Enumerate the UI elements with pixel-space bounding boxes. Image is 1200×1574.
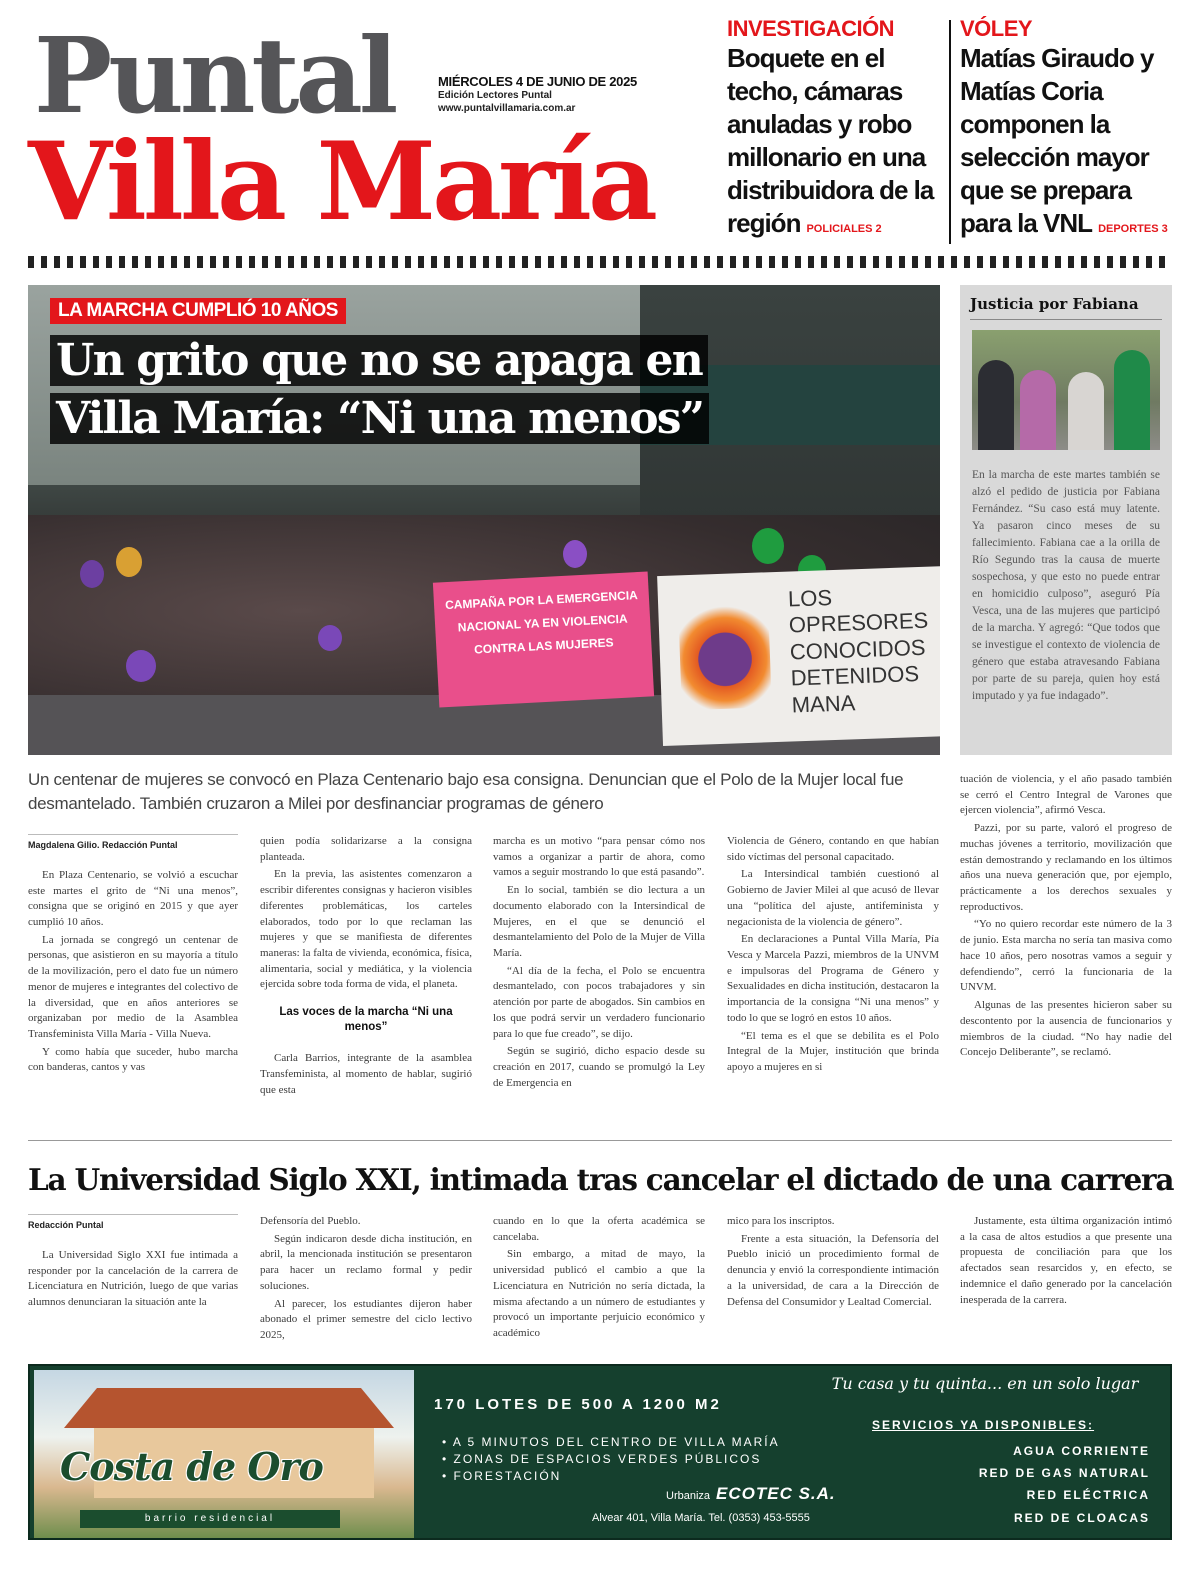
ad-services: [979, 1440, 1150, 1529]
ad-bullets: [442, 1434, 780, 1484]
banner-white-text: LOS OPRESORES CONOCIDOS DETENIDOS MANA: [787, 585, 929, 718]
sidebar-photo[interactable]: [972, 330, 1160, 450]
headline-line-1: Un grito que no se apaga en: [50, 335, 708, 386]
sidebar-rule: [970, 319, 1162, 320]
main-story-kicker: LA MARCHA CUMPLIÓ 10 AÑOS: [50, 298, 346, 324]
person-figure: [1068, 372, 1104, 450]
dotted-divider: [28, 256, 1172, 268]
paragraph: Y como había que suceder, hubo marcha con banderas, cantos y vas: [28, 1045, 238, 1074]
main-column-1: [28, 834, 238, 1078]
paragraph: marcha es un motivo “para pensar cómo nos vamos a organizar a partir de ahora, como vamos a seguir mostrando lo que está pasando”.: [493, 835, 705, 879]
edition-label: Edición Lectores Puntal: [438, 90, 552, 102]
teaser-kicker: VÓLEY: [960, 16, 1033, 41]
sidebar-box: [960, 285, 1172, 755]
teaser-headline-text: Matías Giraudo y Matías Coria componen la selección mayor que se prepara para la VNL: [960, 43, 1154, 239]
paragraph: “Al día de la fecha, el Polo se encuentra desmantelado, con pocos trabajadores y sin atención por parte de abogados. Sin cambios en los que podrá servir un verdadero funcionario para lo que fue creado”, se dijo.: [493, 964, 705, 1040]
balloon-green: [752, 528, 784, 564]
person-figure: [1020, 370, 1056, 450]
logo-puntal[interactable]: Puntal: [34, 14, 395, 137]
ad-bullet: • ZONAS DE ESPACIOS VERDES PÚBLICOS: [442, 1451, 780, 1468]
second-column-2: [260, 1214, 472, 1346]
section-divider: [28, 1140, 1172, 1141]
ad-developer-name: ECOTEC S.A.: [716, 1484, 836, 1503]
website-link[interactable]: www.puntalvillamaria.com.ar: [438, 102, 576, 114]
teaser-kicker: INVESTIGACIÓN: [727, 16, 895, 41]
ad-service-item: RED ELÉCTRICA: [1026, 1488, 1150, 1503]
ad-tagline: Tu casa y tu quinta... en un solo lugar: [831, 1374, 1139, 1393]
main-story-headline[interactable]: [50, 332, 730, 448]
paragraph: Defensoría del Pueblo.: [260, 1215, 361, 1227]
ad-services-title: SERVICIOS YA DISPONIBLES:: [872, 1418, 1095, 1432]
paragraph: Frente a esta situación, la Defensoría del Pueblo inició un procedimiento formal de denuncia y envió la correspondiente intimación a la universidad, de cara a la Dirección de Defensa del Consumidor y Lealtad Comercial.: [727, 1232, 939, 1308]
second-column-5: [960, 1214, 1172, 1310]
main-column-2: [260, 834, 472, 1100]
ad-service-item: RED DE CLOACAS: [1013, 1510, 1150, 1525]
paragraph: Al parecer, los estudiantes dijeron haber abonado el primer semestre del ciclo lectivo 2025,: [260, 1297, 472, 1342]
balloon-purple: [126, 650, 156, 682]
paragraph: Según indicaron desde dicha institución, en abril, la mencionada institución se presentaron para hacer un reclamo formal y pedir soluciones.: [260, 1232, 472, 1292]
balloon-purple: [563, 540, 587, 568]
paragraph: Pazzi, por su parte, valoró el progreso de muchas jóvenes a territorio, movilización que están demostrando y reclamando en los últimos años una nueva generación que, por ejemplo, prácticamente a los derechos sexuales y reproductivos.: [960, 822, 1172, 913]
ad-service-item: AGUA CORRIENTE: [1013, 1444, 1150, 1458]
ad-developer: [666, 1484, 836, 1504]
teaser-headline[interactable]: [960, 42, 1180, 240]
second-column-3: [493, 1214, 705, 1344]
balloon-yellow: [116, 547, 142, 577]
paragraph: Según se sugirió, dicho espacio desde su creación en 2017, cuando se promulgó la Ley de Emergencia en: [493, 1045, 705, 1089]
second-column-4: [727, 1214, 939, 1312]
paragraph: “Yo no quiero recordar este número de la 3 de junio. Esta marcha no sería tan masiva como hace 10 años, pero nosotras vamos a seguir y defendiendo”, cerró la funcionaria de la UNVM.: [960, 918, 1172, 994]
masthead-info: [438, 74, 637, 115]
ad-bullet: • FORESTACIÓN: [442, 1468, 780, 1485]
paragraph: mico para los inscriptos.: [727, 1215, 835, 1227]
ad-lots: 170 LOTES DE 500 A 1200 M2: [434, 1396, 722, 1413]
main-column-5: [960, 772, 1172, 1063]
paragraph: “El tema es el que se debilita es el Polo Integral de la Mujer, institución que brinda apoyo a mujeres en si: [727, 1029, 939, 1074]
teaser-headline-text: Boquete en el techo, cámaras anuladas y robo millonario en una distribuidora de la región: [727, 43, 934, 239]
ad-bullet: • A 5 MINUTOS DEL CENTRO DE VILLA MARÍA: [442, 1434, 780, 1451]
main-column-3: [493, 834, 705, 1094]
paragraph: Algunas de las presentes hicieron saber su descontento por la ausencia de funcionarios y miembros de la ciudad. “No hay nadie del Concejo Deliberante”, se reclamó.: [960, 999, 1172, 1059]
paragraph: En Plaza Centenario, se volvió a escuchar este martes el grito de “Ni una menos”, consigna que se originó en 2015 y que ayer cumplió 10 años.: [28, 868, 238, 929]
byline: Magdalena Gilio. Redacción Puntal: [28, 834, 238, 852]
issue-date: MIÉRCOLES 4 DE JUNIO DE 2025: [438, 74, 637, 89]
paragraph: La Intersindical también cuestionó al Gobierno de Javier Milei al que acusó de llevar una “política del ajuste, antifeminista y negacionista de la violencia de género”.: [727, 868, 939, 928]
protest-banner-pink: CAMPAÑA POR LA EMERGENCIA NACIONAL YA EN VIOLENCIA CONTRA LAS MUJERES: [433, 571, 654, 707]
paragraph: quien podía solidarizarse a la consigna planteada.: [260, 835, 472, 863]
sidebar-title[interactable]: Justicia por Fabiana: [970, 295, 1139, 313]
ad-brand-sub: barrio residencial: [80, 1510, 340, 1528]
paragraph: En la previa, las asistentes comenzaron a escribir diferentes consignas y hacieron visibles diferentes problemáticas, los carteles elaborados, todo por lo que reclaman las mujeres y que se manifiesta de diferentes maneras: la falta de vivienda, económica, física, alimentaria, social y mediática, y la violencia ejercida sobre toda forma de vida, el planeta.: [260, 868, 472, 991]
ad-brand-logo: Costa de Oro: [60, 1444, 323, 1489]
ad-service-item: RED DE GAS NATURAL: [978, 1466, 1150, 1481]
teaser-divider: [949, 20, 951, 244]
paragraph: En declaraciones a Puntal Villa María, Pía Vesca y Marcela Pazzi, miembros de la UNVM e impulsoras del Programa de Género y Sexualidades en dicha institución, destacaron la importancia de la consigna “Ni una menos” y todo lo que se logró en estos 10 años.: [727, 933, 939, 1024]
section-ref[interactable]: POLICIALES 2: [806, 223, 882, 236]
paragraph: La jornada se congregó un centenar de personas, que asistieron en su mayoría a título de la movilización, pero el dato fue un número menor de mujeres e integrantes del colectivo de la diversidad, que en años anteriores se organizaban por medio de la Asamblea Transfeminista Villa María - Villa Nueva.: [28, 933, 238, 1041]
person-figure: [1114, 350, 1150, 450]
sidebar-body: En la marcha de este martes también se alzó el pedido de justicia por Fabiana Fernández. “Su caso está muy latente. Ya pasaron cinco meses de su fallecimiento. Fabiana cae a la orilla de Río Segundo tras la causa de muerte sospechosa, y que esto no puede entrar en homicidio culposo”, aseguró Pía Vesca, una de las mujeres que participó de la marcha. Y agregó: “Que todos que se investigue el contexto de violencia de género que estaba atravesando Fabiana por parte de su pareja, quien hoy está imputado y ya fue indagado”.: [972, 469, 1160, 703]
main-column-4: [727, 834, 939, 1078]
paragraph: Carla Barrios, integrante de la asamblea Transfeminista, al momento de hablar, sugirió que esta: [260, 1052, 472, 1096]
person-figure: [978, 360, 1014, 450]
teaser-investigacion[interactable]: [727, 16, 947, 240]
main-story-lead: Un centenar de mujeres se convocó en Plaza Centenario bajo esa consigna. Denuncian que el Polo de la Mujer local fue desmantelado. También cruzaron a Milei por desfinanciar programas de género: [28, 770, 904, 813]
paragraph: Violencia de Género, contando en que habían sido víctimas del personal capacitado.: [727, 835, 939, 863]
second-column-1: [28, 1214, 238, 1313]
second-story-headline[interactable]: La Universidad Siglo XXI, intimada tras cancelar el dictado de una carrera: [28, 1162, 1174, 1197]
ad-roof: [64, 1388, 394, 1428]
byline: Redacción Puntal: [28, 1214, 238, 1232]
paragraph: La Universidad Siglo XXI fue intimada a responder por la cancelación de la carrera de Licenciatura en Nutrición, luego de que varias alumnos denunciaran la situación ante la: [28, 1248, 238, 1309]
ad-address: Alvear 401, Villa María. Tel. (0353) 453-5555: [592, 1512, 810, 1524]
paragraph: Justamente, esta última organización intimó a la casa de altos estudios a que presente una propuesta de conciliación para que los afectados sean resarcidos y, en efecto, se indemnice el daño generado por la cancelación inesperada de la carrera.: [960, 1215, 1172, 1306]
subhead: Las voces de la marcha “Ni una menos”: [279, 1006, 453, 1034]
section-ref[interactable]: DEPORTES 3: [1098, 223, 1168, 236]
teaser-headline[interactable]: [727, 42, 947, 240]
protest-banner-white: [657, 566, 940, 746]
headline-line-2: Villa María: “Ni una menos”: [50, 393, 709, 444]
teaser-voley[interactable]: [960, 16, 1180, 240]
balloon-purple: [80, 560, 104, 588]
fist-icon: [678, 597, 772, 710]
balloon-purple: [318, 625, 342, 651]
paragraph: En lo social, también se dio lectura a un documento elaborado con la Intersindical de Mujeres, en el que se denunció el desmantelamiento del Polo de la Mujer de Villa María.: [493, 884, 705, 960]
paragraph: cuando en lo que la oferta académica se cancelaba.: [493, 1215, 705, 1243]
paragraph: Sin embargo, a mitad de mayo, la universidad publicó el cambio a que la Licenciatura en Nutrición no sería dictada, la misma afectando a un número de estudiantes y provocó un importante perjuicio económico y académico: [493, 1248, 705, 1340]
logo-villa-maria[interactable]: Villa María: [28, 119, 654, 245]
masthead: [28, 14, 708, 245]
ad-developer-label: Urbaniza: [666, 1490, 711, 1502]
advertisement-costa-de-oro[interactable]: [28, 1364, 1172, 1540]
paragraph: tuación de violencia, y el año pasado también se cerró el Centro Integral de Varones que ejercen violencia”, afirmó Vesca.: [960, 773, 1172, 817]
